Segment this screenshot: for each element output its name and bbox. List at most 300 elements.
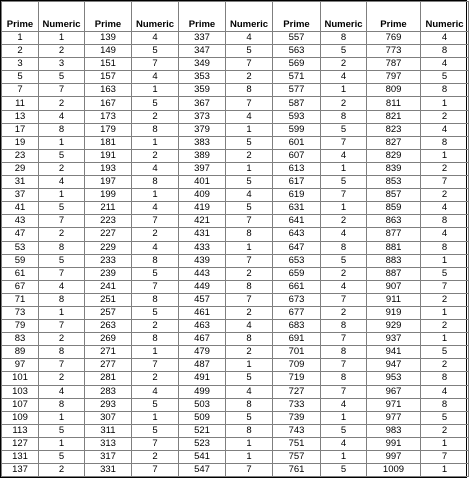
table-cell: 569 bbox=[273, 58, 321, 71]
table-cell: 8 bbox=[39, 293, 85, 306]
table-cell: 5 bbox=[226, 411, 273, 424]
table-cell: 1 bbox=[321, 162, 367, 175]
table-cell: 241 bbox=[85, 280, 132, 293]
table-cell: 5 bbox=[132, 97, 179, 110]
table-cell: 307 bbox=[85, 411, 132, 424]
table-cell: 37 bbox=[2, 189, 39, 202]
table-cell: 281 bbox=[85, 372, 132, 385]
table-cell: 1 bbox=[421, 464, 469, 477]
table-cell: 881 bbox=[367, 241, 421, 254]
table-cell: 257 bbox=[85, 306, 132, 319]
table-cell: 8 bbox=[39, 398, 85, 411]
table-cell: 379 bbox=[179, 123, 226, 136]
table-cell: 8 bbox=[421, 398, 469, 411]
table-cell: 601 bbox=[273, 136, 321, 149]
table-cell: 2 bbox=[132, 228, 179, 241]
table-cell: 103 bbox=[2, 385, 39, 398]
table-cell: 8 bbox=[321, 372, 367, 385]
table-cell: 5 bbox=[226, 136, 273, 149]
table-cell: 8 bbox=[321, 32, 367, 45]
table-cell: 5 bbox=[321, 176, 367, 189]
table-cell: 1 bbox=[39, 189, 85, 202]
table-cell: 5 bbox=[39, 71, 85, 84]
table-cell: 5 bbox=[226, 45, 273, 58]
table-row bbox=[2, 202, 469, 215]
table-cell: 2 bbox=[421, 293, 469, 306]
table-cell: 787 bbox=[367, 58, 421, 71]
table-cell: 701 bbox=[273, 346, 321, 359]
table-cell: 163 bbox=[85, 84, 132, 97]
table-cell: 5 bbox=[421, 71, 469, 84]
table-cell: 1 bbox=[421, 437, 469, 450]
table-cell: 523 bbox=[179, 437, 226, 450]
table-cell: 643 bbox=[273, 228, 321, 241]
table-row bbox=[2, 189, 469, 202]
table-cell: 79 bbox=[2, 320, 39, 333]
table-cell: 8 bbox=[39, 241, 85, 254]
table-cell: 8 bbox=[39, 123, 85, 136]
table-cell: 4 bbox=[421, 32, 469, 45]
table-cell: 8 bbox=[421, 215, 469, 228]
table-cell: 941 bbox=[367, 346, 421, 359]
table-cell: 739 bbox=[273, 411, 321, 424]
table-cell: 691 bbox=[273, 333, 321, 346]
table-cell: 269 bbox=[85, 333, 132, 346]
table-cell: 839 bbox=[367, 162, 421, 175]
table-cell: 7 bbox=[321, 293, 367, 306]
table-cell: 293 bbox=[85, 398, 132, 411]
table-cell: 4 bbox=[39, 280, 85, 293]
table-cell: 5 bbox=[226, 202, 273, 215]
table-cell: 13 bbox=[2, 110, 39, 123]
table-cell: 3 bbox=[2, 58, 39, 71]
table-row bbox=[2, 215, 469, 228]
table-cell: 2 bbox=[421, 359, 469, 372]
header-prime-3: Prime bbox=[179, 2, 226, 32]
table-cell: 101 bbox=[2, 372, 39, 385]
table-cell: 647 bbox=[273, 241, 321, 254]
table-cell: 41 bbox=[2, 202, 39, 215]
table-cell: 1 bbox=[39, 136, 85, 149]
table-cell: 8 bbox=[132, 333, 179, 346]
table-cell: 5 bbox=[321, 464, 367, 477]
table-cell: 1 bbox=[226, 359, 273, 372]
table-cell: 653 bbox=[273, 254, 321, 267]
table-cell: 7 bbox=[421, 451, 469, 464]
table-cell: 337 bbox=[179, 32, 226, 45]
header-numeric-5: Numeric bbox=[421, 2, 469, 32]
table-cell: 23 bbox=[2, 149, 39, 162]
table-row bbox=[2, 267, 469, 280]
table-cell: 1 bbox=[421, 97, 469, 110]
table-row bbox=[2, 84, 469, 97]
table-cell: 251 bbox=[85, 293, 132, 306]
table-cell: 71 bbox=[2, 293, 39, 306]
table-row bbox=[2, 71, 469, 84]
table-cell: 29 bbox=[2, 162, 39, 175]
table-cell: 499 bbox=[179, 385, 226, 398]
table-cell: 4 bbox=[39, 110, 85, 123]
table-cell: 373 bbox=[179, 110, 226, 123]
table-cell: 953 bbox=[367, 372, 421, 385]
table-cell: 227 bbox=[85, 228, 132, 241]
table-cell: 829 bbox=[367, 149, 421, 162]
table-cell: 5 bbox=[321, 123, 367, 136]
table-cell: 607 bbox=[273, 149, 321, 162]
table-cell: 883 bbox=[367, 254, 421, 267]
table-cell: 5 bbox=[321, 45, 367, 58]
table-cell: 7 bbox=[132, 280, 179, 293]
table-cell: 4 bbox=[39, 176, 85, 189]
table-cell: 7 bbox=[226, 97, 273, 110]
table-cell: 199 bbox=[85, 189, 132, 202]
table-cell: 2 bbox=[321, 267, 367, 280]
table-cell: 7 bbox=[321, 136, 367, 149]
table-cell: 383 bbox=[179, 136, 226, 149]
table-row bbox=[2, 359, 469, 372]
table-cell: 229 bbox=[85, 241, 132, 254]
header-numeric-2: Numeric bbox=[132, 2, 179, 32]
table-cell: 1 bbox=[421, 306, 469, 319]
table-cell: 587 bbox=[273, 97, 321, 110]
table-cell: 571 bbox=[273, 71, 321, 84]
table-cell: 859 bbox=[367, 202, 421, 215]
table-cell: 2 bbox=[226, 149, 273, 162]
table-cell: 947 bbox=[367, 359, 421, 372]
table-row bbox=[2, 149, 469, 162]
table-cell: 113 bbox=[2, 424, 39, 437]
table-cell: 463 bbox=[179, 320, 226, 333]
table-cell: 619 bbox=[273, 189, 321, 202]
table-cell: 5 bbox=[226, 372, 273, 385]
table-cell: 4 bbox=[421, 123, 469, 136]
table-cell: 353 bbox=[179, 71, 226, 84]
table-cell: 2 bbox=[421, 162, 469, 175]
table-cell: 769 bbox=[367, 32, 421, 45]
table-cell: 2 bbox=[226, 306, 273, 319]
table-cell: 709 bbox=[273, 359, 321, 372]
table-cell: 8 bbox=[321, 320, 367, 333]
table-row bbox=[2, 424, 469, 437]
table-cell: 2 bbox=[421, 189, 469, 202]
table-row bbox=[2, 346, 469, 359]
table-cell: 8 bbox=[226, 398, 273, 411]
table-cell: 4 bbox=[421, 228, 469, 241]
table-cell: 5 bbox=[2, 71, 39, 84]
table-cell: 191 bbox=[85, 149, 132, 162]
table-cell: 4 bbox=[132, 241, 179, 254]
table-cell: 7 bbox=[321, 189, 367, 202]
table-cell: 223 bbox=[85, 215, 132, 228]
table-cell: 8 bbox=[226, 280, 273, 293]
table-cell: 31 bbox=[2, 176, 39, 189]
table-cell: 1 bbox=[321, 451, 367, 464]
table-cell: 613 bbox=[273, 162, 321, 175]
table-cell: 7 bbox=[39, 320, 85, 333]
table-cell: 809 bbox=[367, 84, 421, 97]
table-cell: 127 bbox=[2, 437, 39, 450]
table-cell: 907 bbox=[367, 280, 421, 293]
table-body bbox=[2, 32, 469, 477]
table-cell: 2 bbox=[132, 372, 179, 385]
table-cell: 1 bbox=[321, 202, 367, 215]
table-cell: 5 bbox=[321, 254, 367, 267]
table-cell: 4 bbox=[321, 437, 367, 450]
table-cell: 109 bbox=[2, 411, 39, 424]
table-cell: 683 bbox=[273, 320, 321, 333]
table-cell: 317 bbox=[85, 451, 132, 464]
table-cell: 181 bbox=[85, 136, 132, 149]
table-cell: 179 bbox=[85, 123, 132, 136]
table-cell: 53 bbox=[2, 241, 39, 254]
table-cell: 5 bbox=[132, 398, 179, 411]
table-cell: 151 bbox=[85, 58, 132, 71]
table-cell: 139 bbox=[85, 32, 132, 45]
table-cell: 1 bbox=[132, 84, 179, 97]
table-cell: 761 bbox=[273, 464, 321, 477]
table-cell: 2 bbox=[421, 320, 469, 333]
table-cell: 743 bbox=[273, 424, 321, 437]
header-row bbox=[2, 2, 469, 32]
table-cell: 7 bbox=[226, 58, 273, 71]
table-row bbox=[2, 372, 469, 385]
table-cell: 2 bbox=[39, 45, 85, 58]
table-cell: 1 bbox=[2, 32, 39, 45]
table-row bbox=[2, 241, 469, 254]
table-cell: 2 bbox=[39, 228, 85, 241]
table-row bbox=[2, 97, 469, 110]
table-cell: 7 bbox=[132, 359, 179, 372]
table-cell: 863 bbox=[367, 215, 421, 228]
table-row bbox=[2, 176, 469, 189]
table-cell: 331 bbox=[85, 464, 132, 477]
table-cell: 419 bbox=[179, 202, 226, 215]
table-cell: 193 bbox=[85, 162, 132, 175]
table-cell: 5 bbox=[421, 267, 469, 280]
table-cell: 1 bbox=[39, 411, 85, 424]
table-row bbox=[2, 464, 469, 477]
table-cell: 4 bbox=[421, 58, 469, 71]
table-cell: 5 bbox=[39, 149, 85, 162]
table-cell: 59 bbox=[2, 254, 39, 267]
table-cell: 557 bbox=[273, 32, 321, 45]
table-cell: 2 bbox=[321, 215, 367, 228]
table-cell: 7 bbox=[226, 464, 273, 477]
table-cell: 5 bbox=[39, 424, 85, 437]
table-cell: 1 bbox=[226, 437, 273, 450]
table-cell: 7 bbox=[132, 215, 179, 228]
table-cell: 2 bbox=[421, 110, 469, 123]
table-cell: 149 bbox=[85, 45, 132, 58]
table-cell: 2 bbox=[132, 451, 179, 464]
table-cell: 8 bbox=[132, 123, 179, 136]
table-cell: 937 bbox=[367, 333, 421, 346]
table-cell: 421 bbox=[179, 215, 226, 228]
table-cell: 4 bbox=[132, 32, 179, 45]
table-cell: 167 bbox=[85, 97, 132, 110]
table-cell: 661 bbox=[273, 280, 321, 293]
table-cell: 8 bbox=[226, 84, 273, 97]
table-cell: 8 bbox=[421, 45, 469, 58]
table-cell: 4 bbox=[226, 110, 273, 123]
table-cell: 349 bbox=[179, 58, 226, 71]
table-cell: 1 bbox=[421, 149, 469, 162]
table-cell: 503 bbox=[179, 398, 226, 411]
table-cell: 1 bbox=[132, 189, 179, 202]
table-row bbox=[2, 58, 469, 71]
table-cell: 433 bbox=[179, 241, 226, 254]
table-cell: 67 bbox=[2, 280, 39, 293]
table-cell: 4 bbox=[226, 385, 273, 398]
table-row bbox=[2, 451, 469, 464]
table-row bbox=[2, 398, 469, 411]
table-cell: 5 bbox=[421, 411, 469, 424]
table-cell: 19 bbox=[2, 136, 39, 149]
table-cell: 7 bbox=[39, 84, 85, 97]
table-cell: 8 bbox=[421, 241, 469, 254]
table-cell: 2 bbox=[2, 45, 39, 58]
table-cell: 61 bbox=[2, 267, 39, 280]
table-row bbox=[2, 333, 469, 346]
table-cell: 2 bbox=[321, 58, 367, 71]
table-cell: 677 bbox=[273, 306, 321, 319]
table-cell: 43 bbox=[2, 215, 39, 228]
table-row bbox=[2, 162, 469, 175]
table-cell: 797 bbox=[367, 71, 421, 84]
table-cell: 4 bbox=[226, 189, 273, 202]
table-cell: 8 bbox=[226, 228, 273, 241]
table-cell: 107 bbox=[2, 398, 39, 411]
table-cell: 197 bbox=[85, 176, 132, 189]
table-cell: 2 bbox=[226, 71, 273, 84]
table-cell: 1 bbox=[226, 241, 273, 254]
table-cell: 1 bbox=[39, 306, 85, 319]
table-cell: 2 bbox=[226, 346, 273, 359]
table-cell: 2 bbox=[421, 424, 469, 437]
table-cell: 7 bbox=[226, 215, 273, 228]
table-cell: 439 bbox=[179, 254, 226, 267]
table-cell: 773 bbox=[367, 45, 421, 58]
table-cell: 4 bbox=[321, 280, 367, 293]
table-cell: 431 bbox=[179, 228, 226, 241]
table-cell: 821 bbox=[367, 110, 421, 123]
table-cell: 967 bbox=[367, 385, 421, 398]
table-cell: 1 bbox=[226, 451, 273, 464]
table-cell: 757 bbox=[273, 451, 321, 464]
table-cell: 4 bbox=[321, 398, 367, 411]
table-cell: 239 bbox=[85, 267, 132, 280]
table-cell: 7 bbox=[226, 254, 273, 267]
table-cell: 4 bbox=[321, 71, 367, 84]
table-cell: 7 bbox=[321, 333, 367, 346]
table-cell: 5 bbox=[132, 424, 179, 437]
table-cell: 487 bbox=[179, 359, 226, 372]
table-cell: 8 bbox=[132, 176, 179, 189]
table-cell: 641 bbox=[273, 215, 321, 228]
table-cell: 7 bbox=[2, 84, 39, 97]
table-cell: 8 bbox=[226, 333, 273, 346]
table-cell: 467 bbox=[179, 333, 226, 346]
table-cell: 919 bbox=[367, 306, 421, 319]
table-cell: 131 bbox=[2, 451, 39, 464]
table-cell: 4 bbox=[132, 71, 179, 84]
table-cell: 983 bbox=[367, 424, 421, 437]
header-prime-5: Prime bbox=[367, 2, 421, 32]
table-cell: 593 bbox=[273, 110, 321, 123]
table-cell: 853 bbox=[367, 176, 421, 189]
table-cell: 509 bbox=[179, 411, 226, 424]
table-cell: 73 bbox=[2, 306, 39, 319]
table-cell: 823 bbox=[367, 123, 421, 136]
table-cell: 367 bbox=[179, 97, 226, 110]
table-cell: 7 bbox=[39, 359, 85, 372]
header-numeric-4: Numeric bbox=[321, 2, 367, 32]
table-cell: 457 bbox=[179, 293, 226, 306]
table-row bbox=[2, 437, 469, 450]
table-cell: 8 bbox=[39, 346, 85, 359]
table-cell: 5 bbox=[39, 254, 85, 267]
table-cell: 877 bbox=[367, 228, 421, 241]
table-row bbox=[2, 293, 469, 306]
table-cell: 3 bbox=[39, 58, 85, 71]
table-cell: 547 bbox=[179, 464, 226, 477]
table-cell: 2 bbox=[132, 149, 179, 162]
table-cell: 599 bbox=[273, 123, 321, 136]
table-cell: 1 bbox=[226, 162, 273, 175]
table-cell: 4 bbox=[226, 320, 273, 333]
header-prime-2: Prime bbox=[85, 2, 132, 32]
table-cell: 2 bbox=[39, 464, 85, 477]
table-cell: 5 bbox=[321, 424, 367, 437]
table-row bbox=[2, 385, 469, 398]
table-row bbox=[2, 320, 469, 333]
table-cell: 971 bbox=[367, 398, 421, 411]
prime-numeric-table bbox=[1, 1, 469, 477]
table-row bbox=[2, 32, 469, 45]
table-cell: 11 bbox=[2, 97, 39, 110]
table-cell: 719 bbox=[273, 372, 321, 385]
table-cell: 313 bbox=[85, 437, 132, 450]
table-cell: 83 bbox=[2, 333, 39, 346]
table-cell: 8 bbox=[421, 372, 469, 385]
table-cell: 89 bbox=[2, 346, 39, 359]
table-cell: 233 bbox=[85, 254, 132, 267]
table-row bbox=[2, 411, 469, 424]
table-cell: 173 bbox=[85, 110, 132, 123]
table-cell: 211 bbox=[85, 202, 132, 215]
table-cell: 887 bbox=[367, 267, 421, 280]
table-cell: 7 bbox=[39, 215, 85, 228]
table-cell: 4 bbox=[321, 149, 367, 162]
table-cell: 409 bbox=[179, 189, 226, 202]
table-cell: 449 bbox=[179, 280, 226, 293]
table-cell: 563 bbox=[273, 45, 321, 58]
table-cell: 8 bbox=[132, 254, 179, 267]
table-cell: 4 bbox=[321, 228, 367, 241]
header-numeric-1: Numeric bbox=[39, 2, 85, 32]
table-cell: 673 bbox=[273, 293, 321, 306]
table-cell: 4 bbox=[421, 202, 469, 215]
table-cell: 8 bbox=[321, 346, 367, 359]
table-cell: 7 bbox=[226, 293, 273, 306]
table-cell: 751 bbox=[273, 437, 321, 450]
table-row bbox=[2, 123, 469, 136]
table-cell: 8 bbox=[132, 293, 179, 306]
table-cell: 2 bbox=[39, 333, 85, 346]
table-cell: 17 bbox=[2, 123, 39, 136]
table-row bbox=[2, 45, 469, 58]
table-cell: 479 bbox=[179, 346, 226, 359]
